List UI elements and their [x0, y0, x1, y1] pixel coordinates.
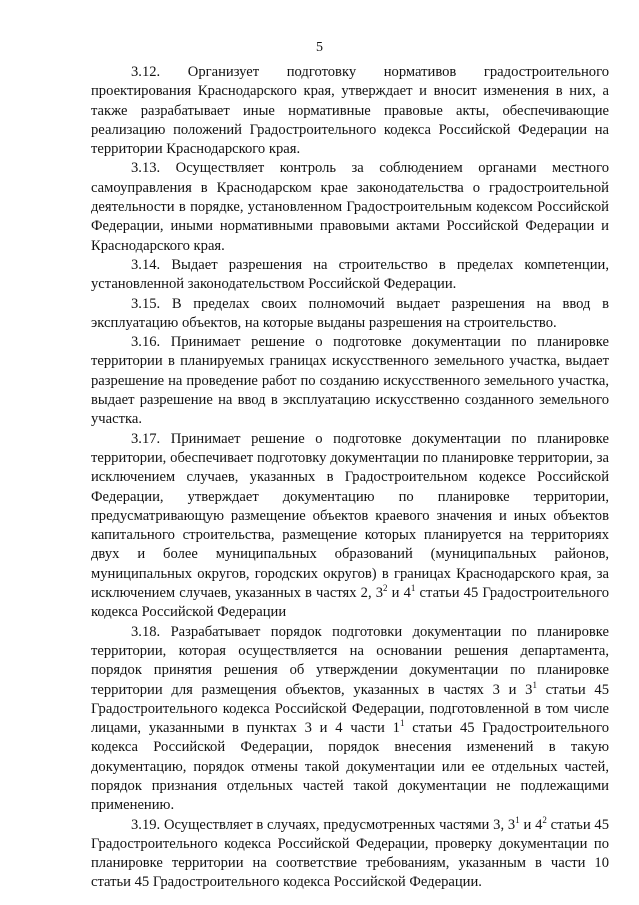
document-body [91, 63, 609, 893]
clause-number: 3.16. [131, 334, 161, 351]
clause-number: 3.12. [131, 64, 161, 80]
clause-number: 3.15. [131, 295, 161, 312]
superscript: 1 [515, 814, 520, 825]
clause-text: Организует подготовку нормативов градостроительного проектирования Краснодарского края, утверждает и вносит изменения в них, а также разрабатывает иные нормативные правовые акты, обеспечивающие реализацию положений Градостроительного кодекса Российской Федерации на территории Краснодарского края. [91, 64, 610, 158]
clause-number: 3.19. [131, 816, 161, 833]
clause-number: 3.14. [131, 256, 161, 273]
clause-text: Выдает разрешения на строительство в пределах компетенции, установленной законодательством Российской Федерации. [91, 256, 609, 293]
superscript: 2 [542, 814, 547, 825]
clause-text: статьи 45 Градостроительного кодекса Российской Федерации, порядок внесения изменений в такую документацию, порядок отмены такой документации или ее отдельных частей, порядок признания отдельных частей такой документации не подлежащими применению. [91, 720, 609, 814]
paragraph-3-16 [91, 333, 609, 429]
clause-text: Осуществляет в случаях, предусмотренных частями 3, 3 [163, 816, 516, 833]
paragraph-3-12 [91, 63, 609, 159]
superscript: 2 [383, 583, 388, 594]
clause-text: статьи 45 Градостроительного кодекса Российской Федерации, подготовленной в том числе лицами, указанными в пунктах 3 и 4 части 1 [91, 681, 609, 737]
clause-text: и 4 [387, 585, 411, 602]
clause-text: статьи 45 Градостроительного кодекса Российской Федерации [91, 585, 610, 621]
clause-text: статьи 45 Градостроительного кодекса Российской Федерации, проверку документации по планировке территории на соответствие требованиям, указанным в части 10 статьи 45 Градостроительного кодекса Российской Федерации. [91, 816, 610, 891]
paragraph-3-13 [91, 159, 609, 255]
clause-text: Принимает решение о подготовке документации по планировке территории, обеспечивает подготовку документации по планировке территории, за исключением случаев, указанных в Градостроительном кодексе Российской Федерации, утверждает документацию по планировке территории, предусматривающую размещение объектов краевого значения и иных объектов капитального строительства, размещение которых планируется на территориях двух и более муниципальных образований (муниципальных районов, муниципальных округов, городских округов) в границах Краснодарского края, за исключением случаев, указанных в частях 2, 3 [91, 430, 609, 602]
clause-number: 3.17. [131, 430, 161, 447]
clause-number: 3.18. [131, 623, 161, 640]
superscript: 1 [399, 718, 405, 729]
clause-number: 3.13. [131, 160, 161, 177]
superscript: 1 [532, 679, 537, 690]
superscript: 1 [410, 583, 416, 594]
clause-text: В пределах своих полномочий выдает разрешения на ввод в эксплуатацию объектов, на которые выданы разрешения на строительство. [91, 295, 610, 331]
paragraph-3-19 [91, 816, 609, 893]
paragraph-3-15 [91, 295, 609, 334]
clause-text: Разрабатывает порядок подготовки документации по планировке территории, которая осуществляется на основании решения департамента, порядок принятия решения об утверждении документации по планировке территории для размещения объектов, указанных в частях 3 и 3 [91, 623, 609, 698]
clause-text: Принимает решение о подготовке документации по планировке территории в планируемых границах искусственного земельного участка, выдает разрешение на проведение работ по созданию искусственного земельного участка, выдает разрешение на ввод в эксплуатацию искусственно созданного земельного участка. [91, 334, 609, 428]
paragraph-3-14 [91, 256, 609, 295]
paragraph-3-18 [91, 623, 609, 816]
clause-text: Осуществляет контроль за соблюдением органами местного самоуправления в Краснодарском крае законодательства о градостроительной деятельности в порядке, установленном Градостроительным кодексом Российской Федерации, иными нормативными правовыми актами Российской Федерации и Краснодарского края. [91, 160, 609, 254]
paragraph-3-17 [91, 430, 609, 623]
clause-text: и 4 [519, 816, 543, 833]
page-number: 5 [316, 40, 323, 55]
